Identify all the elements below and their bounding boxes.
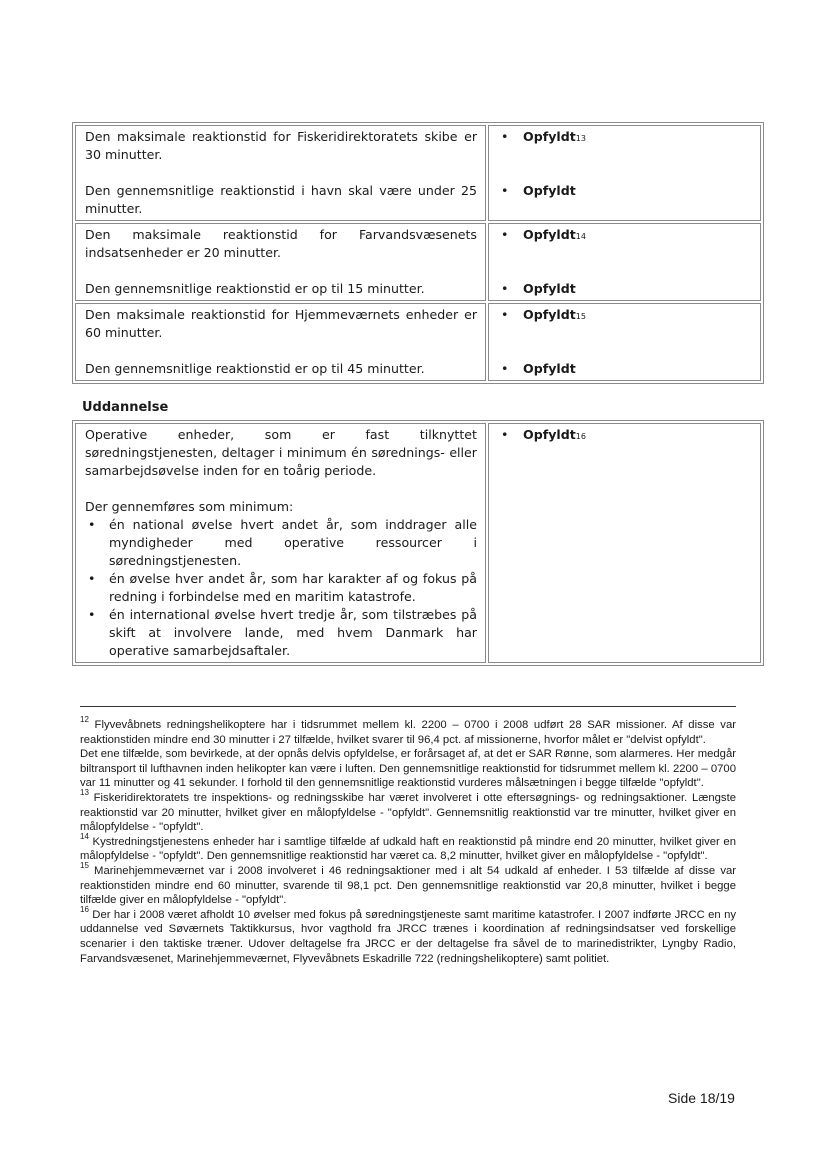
requirement-lead: Der gennemføres som minimum: [85, 499, 294, 514]
footnote [80, 715, 736, 747]
status-text: Opfyldt [523, 427, 576, 442]
reaction-time-table [72, 122, 764, 384]
bullet-icon: • [501, 227, 509, 242]
footnote [80, 787, 736, 835]
footnote-text: Fiskeridirektoratets tre inspektions- og redningsskibe har været involveret i otte eftersøgnings- og redningsaktioner. Længste reaktionstid var 20 minutter, hvilket giver en målopfyldelse - "opfyldt". Gennemsnitlig reaktionstid var tre minutter, hvilket giver en målopfyldelse - "opfyldt". [80, 791, 736, 834]
table-row [75, 303, 761, 381]
footnote [80, 831, 737, 864]
status-line: • Opfyldt 15 [501, 307, 586, 322]
bullet-icon: • [501, 281, 509, 296]
status-cell [488, 223, 761, 301]
footnote-text: Kystredningstjenestens enheder har i samtlige tilfælde af udkald haft en reaktionstid på mindre end 20 minutter, hvilket giver en målopfyldelse - "opfyldt". Den gennemsnitlige reaktionstid har været ca. 8,2 minutter, hvilket giver en målopfyldelse - "opfyldt". [80, 835, 737, 863]
table-row [75, 125, 761, 221]
status-line: • Opfyldt 16 [501, 427, 586, 442]
footnotes [80, 715, 737, 966]
status-line [501, 182, 752, 200]
list-item: • én øvelse hver andet år, som har karakter af og fokus på redning i forbindelse med en maritim katastrofe. [85, 570, 477, 606]
requirement-text: Den maksimale reaktionstid for Hjemmeværnets enheder er 60 minutter. [85, 307, 477, 340]
requirement-text: Den gennemsnitlige reaktionstid i havn skal være under 25 minutter. [85, 183, 477, 216]
page-number: Side 18/19 [668, 1090, 735, 1106]
footnote-text: Der har i 2008 været afholdt 10 øvelser med fokus på søredningstjeneste samt maritime katastrofer. I 2007 indførte JRCC en ny uddannelse ved Søværnets Taktikkursus, hvor vagthold fra JRCC trænes i koordination af redningsindsatser ved forskellige scenarier i den taktiske træner. Udover deltagelse fra JRCC er der deltagelse fra såvel de to marinedistrikter, Lyngby Radio, Farvandsvæsenet, Marinehjemmeværnet, Flyvevåbnets Eskadrille 722 (redningshelikoptere) samt politiet. [80, 908, 736, 965]
status-text: Opfyldt [523, 129, 576, 144]
status-cell [488, 423, 761, 663]
requirement-text: Den gennemsnitlige reaktionstid er op til 45 minutter. [85, 361, 425, 376]
list-item: • én international øvelse hvert tredje år, som tilstræbes på skift at involvere lande, med hvem Danmark har operative samarbejdsaftaler. [85, 606, 477, 660]
status-line [501, 280, 752, 298]
footnote [80, 904, 736, 966]
status-text: Opfyldt [523, 227, 576, 242]
exercise-list [85, 516, 477, 660]
status-text: Opfyldt [523, 183, 576, 198]
status-text: Opfyldt [523, 307, 576, 322]
status-cell [488, 125, 761, 221]
training-table [72, 420, 764, 666]
bullet-icon: • [501, 361, 509, 376]
requirement-text: Operative enheder, som er fast tilknyttet søredningstjenesten, deltager i minimum én sørednings- eller samarbejdsøvelse inden for en toårig periode. [85, 427, 477, 478]
footnote-number: 15 [80, 860, 89, 870]
section-heading: Uddannelse [82, 400, 169, 415]
footnote-number: 12 [80, 715, 89, 724]
bullet-icon: • [501, 183, 509, 198]
footnote-number: 16 [80, 904, 89, 914]
requirement-text: Den maksimale reaktionstid for Fiskeridirektoratets skibe er 30 minutter. [85, 129, 477, 162]
requirement-cell [75, 303, 486, 381]
footnote-number: 13 [80, 787, 89, 797]
footnote-text: Det ene tilfælde, som bevirkede, at der opnås delvis opfyldelse, er forårsaget af, at det er SAR Rønne, som alarmeres. Her medgår biltransport til lufthavnen inden helikopter kan være i luften. Den gennemsnitlige reaktionstid for tidsrummet mellem kl. 2200 – 0700 var 11 minutter og 41 sekunder. I forhold til den gennemsnitlige reaktionstid vurderes målsætningen i begge tilfælde "opfyldt". [80, 748, 736, 790]
requirement-cell [75, 223, 486, 301]
footnote [80, 860, 737, 908]
footnote-number: 14 [80, 831, 89, 841]
status-line: • Opfyldt 14 [501, 227, 586, 242]
bullet-icon: • [501, 129, 509, 144]
bullet-icon: • [501, 307, 509, 322]
status-text: Opfyldt [523, 361, 576, 376]
requirement-cell [75, 423, 486, 663]
requirement-text: Den maksimale reaktionstid for Farvandsvæsenets indsatsenheder er 20 minutter. [85, 227, 477, 260]
table-row [75, 223, 761, 301]
status-line: • Opfyldt 13 [501, 129, 586, 144]
bullet-icon: • [501, 427, 509, 442]
footnote-text: Marinehjemmeværnet var i 2008 involveret i 46 redningsaktioner med i alt 54 udkald af enheder. I 53 tilfælde af disse var reaktionstiden mindre end 60 minutter, svarende til 98,1 pct. Den gennemsnitlige reaktionstid var 20,8 minutter, hvilket i begge tilfælde giver en målopfyldelse - "opfyldt". [80, 864, 737, 907]
requirement-text: Den gennemsnitlige reaktionstid er op til 15 minutter. [85, 281, 425, 296]
status-line [501, 360, 752, 378]
status-text: Opfyldt [523, 281, 576, 296]
status-cell [488, 303, 761, 381]
footnote-text: Flyvevåbnets redningshelikoptere har i tidsrummet mellem kl. 2200 – 0700 i 2008 udført 28 SAR missioner. Af disse var reaktionstiden mindre end 30 minutter i 27 tilfælde, hvilket svarer til 96,4 pct. af missionerne, hvorfor målet er "delvist opfyldt". [80, 719, 736, 746]
requirement-cell [75, 125, 486, 221]
table-row [75, 423, 761, 663]
footnote [80, 747, 736, 791]
list-item: • én national øvelse hvert andet år, som inddrager alle myndigheder med operative ressourcer i søredningstjenesten. [85, 516, 477, 570]
footnote-separator [80, 706, 736, 707]
